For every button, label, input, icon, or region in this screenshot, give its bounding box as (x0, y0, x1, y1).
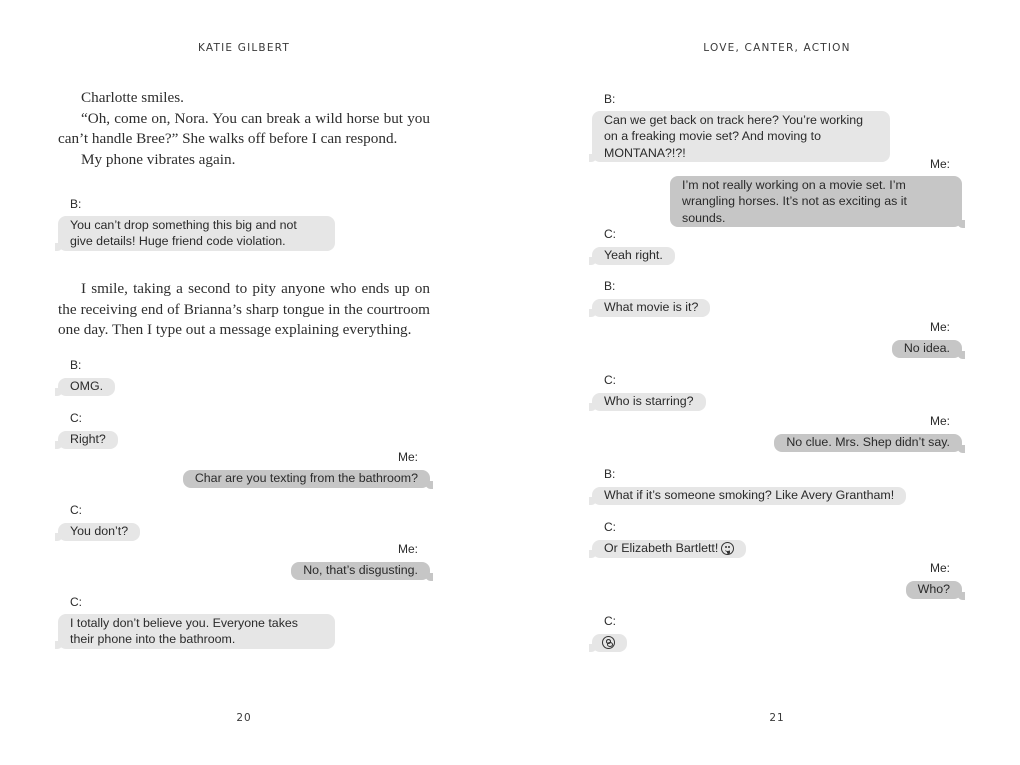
running-head-author: KATIE GILBERT (197, 42, 291, 54)
sender-label: C: (604, 520, 616, 534)
sender-label: C: (604, 373, 616, 387)
message-from-me (58, 450, 430, 488)
message-from-me (592, 157, 962, 227)
message-from-c (592, 614, 962, 652)
sender-label: B: (70, 358, 82, 372)
message-from-c (592, 227, 962, 265)
paragraph: I smile, taking a second to pity anyone who ends up on the receiving end of Brianna’s sharp tongue in the courtroom one day. Then I type out a message explaining everything. (58, 280, 430, 339)
sender-label: Me: (397, 450, 418, 464)
message-bubble: No clue. Mrs. Shep didn’t say. (774, 434, 962, 452)
page-number: 20 (236, 712, 252, 724)
message-bubble: You can’t drop something this big and not give details! Huge friend code violation. (58, 216, 335, 251)
prose-block-1 (58, 88, 430, 170)
message-bubble: You don’t? (58, 523, 140, 541)
message-bubble (592, 634, 627, 652)
message-bubble: I’m not really working on a movie set. I’m wrangling horses. It’s not as exciting as it sounds. (670, 176, 962, 227)
tongue-out-emoji-icon (721, 542, 734, 555)
sender-label: B: (604, 467, 616, 481)
right-page (592, 0, 962, 765)
message-bubble: What if it’s someone smoking? Like Avery Grantham! (592, 487, 906, 505)
message-from-c (58, 503, 430, 541)
message-from-me (592, 414, 962, 452)
paragraph: Charlotte smiles. (81, 89, 184, 106)
sender-label: B: (604, 279, 616, 293)
message-from-b (592, 279, 962, 317)
message-bubble: Right? (58, 431, 118, 449)
page-number: 21 (769, 712, 785, 724)
message-bubble: Who? (906, 581, 962, 599)
message-from-b (58, 197, 430, 251)
sender-label: C: (604, 227, 616, 241)
sender-label: Me: (929, 320, 950, 334)
message-text: Or Elizabeth Bartlett! (604, 541, 719, 555)
sender-label: B: (70, 197, 82, 211)
paragraph: My phone vibrates again. (81, 150, 236, 168)
message-from-c (58, 411, 430, 449)
left-page (58, 0, 430, 765)
running-head-title: LOVE, CANTER, ACTION (703, 42, 851, 54)
message-from-c (592, 520, 962, 558)
message-bubble: I totally don’t believe you. Everyone takes their phone into the bathroom. (58, 614, 335, 649)
sender-label: Me: (929, 157, 950, 171)
sender-label: C: (70, 503, 82, 517)
sender-label: C: (604, 614, 616, 628)
message-bubble: Can we get back on track here? You’re working on a freaking movie set? And moving to MONTANA?!?! (592, 111, 890, 162)
sender-label: C: (70, 595, 82, 609)
message-bubble: Yeah right. (592, 247, 675, 265)
sender-label: Me: (397, 542, 418, 556)
message-bubble: OMG. (58, 378, 115, 396)
message-bubble (592, 540, 746, 558)
sender-label: C: (70, 411, 82, 425)
message-bubble: Char are you texting from the bathroom? (183, 470, 430, 488)
message-bubble: No idea. (892, 340, 962, 358)
message-from-b (592, 467, 962, 505)
paragraph: “Oh, come on, Nora. You can break a wild horse but you can’t handle Bree?” She walks off before I can respond. (58, 109, 430, 148)
message-from-me (592, 320, 962, 358)
message-from-me (592, 561, 962, 599)
message-bubble: No, that’s disgusting. (291, 562, 430, 580)
message-from-b (592, 92, 962, 162)
sender-label: Me: (929, 414, 950, 428)
message-from-c (58, 595, 430, 649)
message-bubble: What movie is it? (592, 299, 710, 317)
message-from-me (58, 542, 430, 580)
prose-block-2 (58, 279, 430, 341)
message-from-b (58, 358, 430, 396)
message-from-c (592, 373, 962, 411)
sender-label: B: (604, 92, 616, 106)
message-bubble: Who is starring? (592, 393, 706, 411)
sender-label: Me: (929, 561, 950, 575)
dizzy-face-emoji-icon (602, 636, 615, 649)
